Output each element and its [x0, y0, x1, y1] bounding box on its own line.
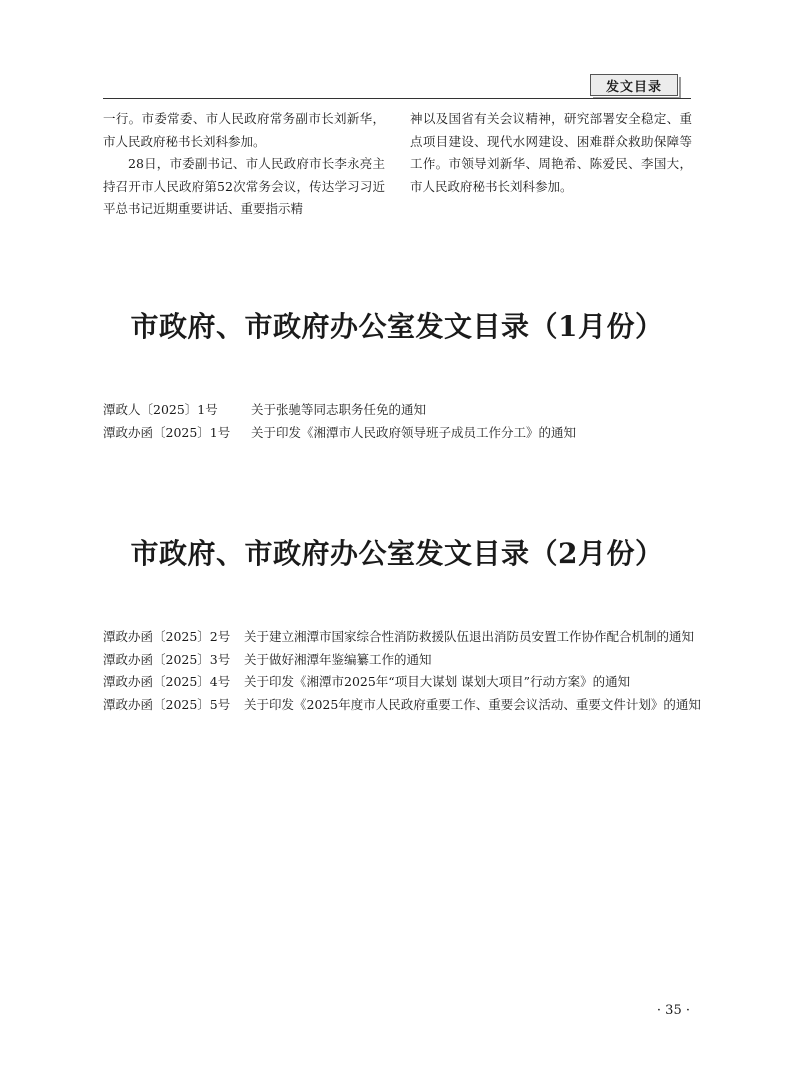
news-paragraph: 一行。市委常委、市人民政府常务副市长刘新华，市人民政府秘书长刘科参加。 [103, 111, 385, 149]
document-title: 关于做好湘潭年鉴编纂工作的通知 [244, 651, 432, 667]
document-number: 潭政办函〔2025〕1号 [103, 424, 231, 440]
section-title-february: 市政府、市政府办公室发文目录（2月份） [130, 537, 664, 570]
news-paragraph: 神以及国省有关会议精神，研究部署安全稳定、重点项目建设、现代水网建设、困难群众救助保障等工作。市领导刘新华、周艳希、陈爱民、李国大，市人民政府秘书长刘科参加。 [410, 111, 692, 194]
document-entry [103, 694, 703, 717]
document-number: 潭政办函〔2025〕3号 [103, 651, 231, 667]
document-list-january [103, 399, 703, 444]
page-number: · 35 · [656, 1003, 690, 1018]
document-entry [103, 626, 703, 649]
news-paragraph: 28日，市委副书记、市人民政府市长李永亮主持召开市人民政府第52次常务会议，传达学习习近平总书记近期重要讲话、重要指示精 [103, 156, 385, 216]
document-title: 关于印发《湘潭市人民政府领导班子成员工作分工》的通知 [251, 424, 577, 440]
section-tag: 发文目录 [590, 74, 678, 96]
document-entry [103, 671, 703, 694]
header-rule [103, 98, 691, 99]
document-number: 潭政办函〔2025〕4号 [103, 674, 231, 689]
document-number: 潭政人〔2025〕1号 [103, 402, 218, 417]
document-title: 关于印发《湘潭市2025年“项目大谋划 谋划大项目”行动方案》的通知 [244, 674, 631, 689]
document-title: 关于建立湘潭市国家综合性消防救援队伍退出消防员安置工作协作配合机制的通知 [244, 629, 695, 644]
document-entry [103, 422, 703, 445]
news-column-right [410, 108, 692, 198]
document-number: 潭政办函〔2025〕2号 [103, 629, 231, 644]
document-title: 关于张驰等同志职务任免的通知 [251, 402, 427, 417]
document-entry [103, 399, 703, 422]
document-number: 潭政办函〔2025〕5号 [103, 696, 231, 712]
document-title: 关于印发《2025年度市人民政府重要工作、重要会议活动、重要文件计划》的通知 [244, 696, 701, 712]
document-list-february [103, 626, 703, 716]
section-title-january: 市政府、市政府办公室发文目录（1月份） [130, 310, 664, 343]
document-entry [103, 649, 703, 672]
news-column-left [103, 108, 385, 221]
